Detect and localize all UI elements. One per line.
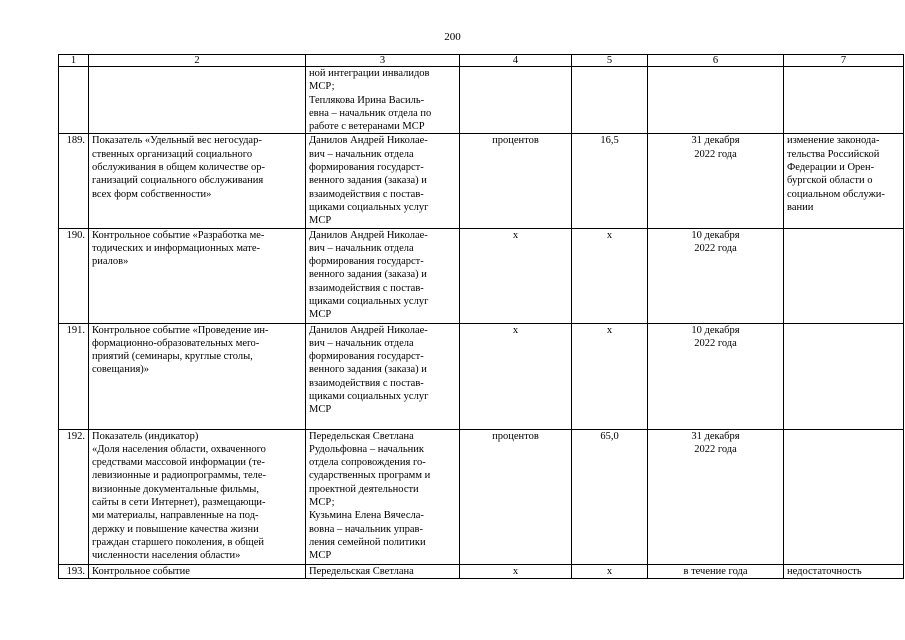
target-value: х [572, 228, 648, 323]
deadline: 31 декабря 2022 года [648, 134, 784, 228]
unit-of-measure [460, 67, 572, 134]
table-row [59, 67, 904, 134]
risk-note [784, 67, 904, 134]
row-number: 191. [59, 323, 89, 429]
table-row [59, 564, 904, 578]
responsible-person: Данилов Андрей Николае- вич – начальник отдела формирования государст- венного задания (заказа) и взаимодействия с постав- щиками социальных услуг МСР [306, 323, 460, 429]
page-number: 200 [444, 31, 461, 43]
risk-note [784, 429, 904, 564]
row-number: 190. [59, 228, 89, 323]
row-number: 192. [59, 429, 89, 564]
target-value: 16,5 [572, 134, 648, 228]
deadline [648, 67, 784, 134]
unit-of-measure: процентов [460, 134, 572, 228]
risk-note [784, 323, 904, 429]
deadline: 31 декабря 2022 года [648, 429, 784, 564]
item-name: Показатель «Удельный вес негосудар- ственных организаций социального обслуживания в общем количестве ор- ганизаций социального обслуживания всех форм собственности» [89, 134, 306, 228]
column-number: 2 [89, 55, 306, 67]
risk-note [784, 228, 904, 323]
unit-of-measure: х [460, 323, 572, 429]
risk-note: недостаточность [784, 564, 904, 578]
responsible-person: Передельская Светлана Рудольфовна – начальник отдела сопровождения го- сударственных программ и проектной деятельности МСР; Кузьмина Елена Вячесла- вовна – начальник управ- ления семейной политики МСР [306, 429, 460, 564]
responsible-person: Данилов Андрей Николае- вич – начальник отдела формирования государст- венного задания (заказа) и взаимодействия с постав- щиками социальных услуг МСР [306, 228, 460, 323]
deadline: в течение года [648, 564, 784, 578]
item-name: Показатель (индикатор) «Доля населения области, охваченного средствами массовой информации (те- левизионные и радиопрограммы, теле- визионные документальные фильмы, сайты в сети Интернет), размещающи- ми материалы, направленные на под- держку и повышение качества жизни граждан старшего поколения, в общей численности населения области» [89, 429, 306, 564]
target-value [572, 67, 648, 134]
column-number: 4 [460, 55, 572, 67]
item-name [89, 67, 306, 134]
table-row [59, 323, 904, 429]
target-value: х [572, 323, 648, 429]
risk-note: изменение законода- тельства Российской Федерации и Орен- бургской области о социальном обслужи- вании [784, 134, 904, 228]
responsible-person: Передельская Светлана [306, 564, 460, 578]
column-number-row [59, 55, 904, 67]
item-name: Контрольное событие «Проведение ин- формационно-образовательных мero- приятий (семинары, круглые столы, совещания)» [89, 323, 306, 429]
column-number: 6 [648, 55, 784, 67]
responsible-person: ной интеграции инвалидов МСР; Теплякова Ирина Василь- евна – начальник отдела по работе с ветеранами МСР [306, 67, 460, 134]
row-number: 193. [59, 564, 89, 578]
column-number: 3 [306, 55, 460, 67]
unit-of-measure: х [460, 228, 572, 323]
item-name: Контрольное событие [89, 564, 306, 578]
table-row [59, 134, 904, 228]
column-number: 7 [784, 55, 904, 67]
responsible-person: Данилов Андрей Николае- вич – начальник отдела формирования государст- венного задания (заказа) и взаимодействия с постав- щиками социальных услуг МСР [306, 134, 460, 228]
row-number [59, 67, 89, 134]
target-value: х [572, 564, 648, 578]
target-value: 65,0 [572, 429, 648, 564]
unit-of-measure: х [460, 564, 572, 578]
column-number: 1 [59, 55, 89, 67]
column-number: 5 [572, 55, 648, 67]
item-name: Контрольное событие «Разработка ме- тодических и информационных мате- риалов» [89, 228, 306, 323]
table-row [59, 228, 904, 323]
table-row [59, 429, 904, 564]
unit-of-measure: процентов [460, 429, 572, 564]
deadline: 10 декабря 2022 года [648, 228, 784, 323]
deadline: 10 декабря 2022 года [648, 323, 784, 429]
program-plan-table [58, 54, 904, 579]
row-number: 189. [59, 134, 89, 228]
